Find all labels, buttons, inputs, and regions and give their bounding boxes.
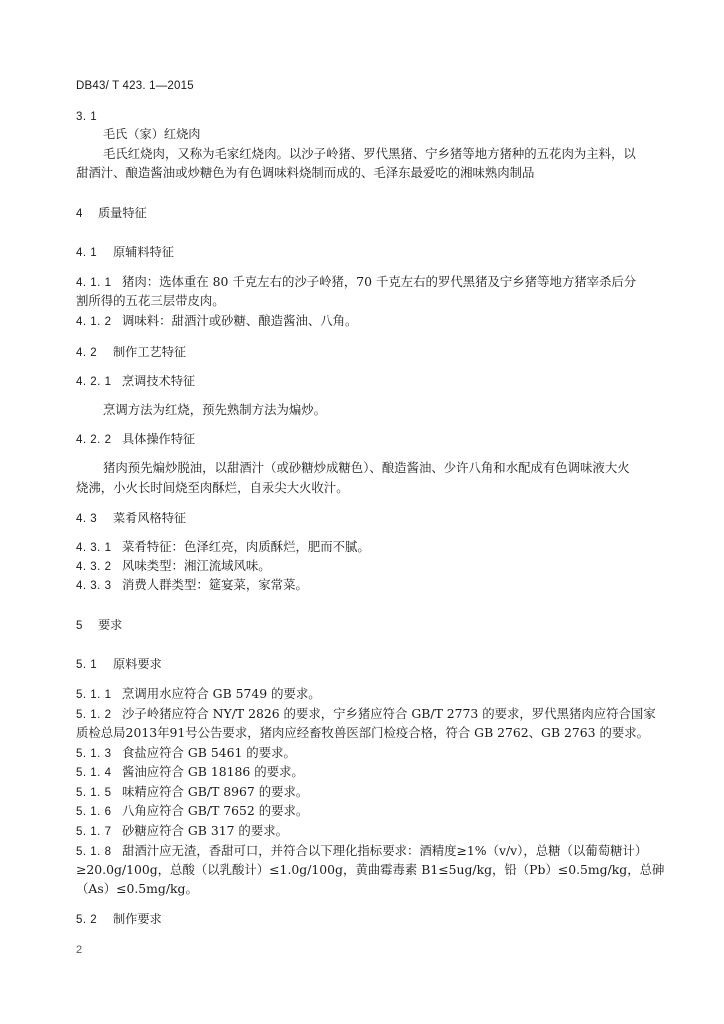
clause-4-3-1: 4. 3. 1 菜肴特征：色泽红亮，肉质酥烂，肥而不腻。	[76, 539, 370, 554]
clause-5-1-5: 5. 1. 5 味精应符合 GB/T 8967 的要求。	[76, 784, 309, 799]
clause-5-1-3: 5. 1. 3 食盐应符合 GB 5461 的要求。	[76, 745, 296, 760]
clause-5-1-4: 5. 1. 4 酱油应符合 GB 18186 的要求。	[76, 764, 304, 779]
clause-4-2-2-text-line2: 烧沸，小火长时间烧至肉酥烂，自汞尖大火收汁。	[76, 480, 349, 495]
clause-5-1-8: 5. 1. 8 甜酒汁应无渣，香甜可口，并符合以下理化指标要求：酒精度≥1%（v/v），总糖（以葡萄糖计）	[76, 843, 648, 858]
clause-5-1-2: 5. 1. 2 沙子岭猪应符合 NY/T 2826 的要求，宁乡猪应符合 GB/T 2773 的要求，罗代黑猪肉应符合国家	[76, 706, 656, 721]
section-4-2-heading: 4. 2 制作工艺特征	[76, 345, 187, 359]
section-4-heading: 4 质量特征	[76, 206, 147, 220]
clause-4-1-2: 4. 1. 2 调味料：甜酒汁或砂糖、酿造酱油、八角。	[76, 313, 358, 328]
section-4-1-heading: 4. 1 原辅料特征	[76, 245, 174, 259]
clause-5-1-1: 5. 1. 1 烹调用水应符合 GB 5749 的要求。	[76, 686, 321, 701]
clause-5-1-8-line3: （As）≤0.5mg/kg。	[76, 881, 198, 896]
section-5-1-heading: 5. 1 原料要求	[76, 657, 162, 671]
clause-5-1-2-line2: 质检总局2013年91号公告要求，猪肉应经畜牧兽医部门检疫合格，符合 GB 2762、GB 2763 的要求。	[76, 725, 650, 740]
clause-5-1-6: 5. 1. 6 八角应符合 GB/T 7652 的要求。	[76, 803, 309, 818]
clause-3-1-definition-line2: 甜酒汁、酿造酱油或炒糖色为有色调味料烧制而成的、毛泽东最爱吃的湘味熟肉制品	[76, 165, 535, 180]
clause-4-1-1-line2: 割所得的五花三层带皮肉。	[76, 293, 225, 308]
clause-5-1-7: 5. 1. 7 砂糖应符合 GB 317 的要求。	[76, 823, 288, 838]
section-5-heading: 5 要求	[76, 618, 123, 632]
clause-5-1-8-line2: ≥20.0g/100g，总酸（以乳酸计）≤1.0g/100g，黄曲霉毒素 B1≤5ug/kg，铅（Pb）≤0.5mg/kg，总砷	[76, 862, 665, 877]
clause-4-3-3: 4. 3. 3 消费人群类型：筵宴菜，家常菜。	[76, 577, 308, 592]
standard-code-header: DB43/ T 423. 1—2015	[76, 80, 194, 92]
clause-4-2-1-text: 烹调方法为红烧，预先熟制方法为煸炒。	[103, 402, 327, 417]
section-4-3-heading: 4. 3 菜肴风格特征	[76, 511, 187, 525]
section-4-2-2-heading: 4. 2. 2 具体操作特征	[76, 432, 196, 446]
clause-4-3-2: 4. 3. 2 风味类型：湘江流域风味。	[76, 558, 271, 573]
clause-4-1-1: 4. 1. 1 猪肉：选体重在 80 千克左右的沙子岭猪，70 千克左右的罗代黑猪及宁乡猪等地方猪宰杀后分	[76, 274, 637, 289]
section-5-2-heading: 5. 2 制作要求	[76, 912, 162, 926]
clause-3-1-number: 3. 1	[76, 111, 98, 123]
page-number: 2	[76, 944, 83, 956]
clause-4-2-2-text-line1: 猪肉预先煸炒脱油，以甜酒汁（或砂糖炒成糖色）、酿造酱油、少许八角和水配成有色调味液大火	[103, 460, 630, 475]
section-4-2-1-heading: 4. 2. 1 烹调技术特征	[76, 374, 196, 388]
clause-3-1-term: 毛氏（家）红烧肉	[103, 127, 201, 141]
clause-3-1-definition-line1: 毛氏红烧肉，又称为毛家红烧肉。以沙子岭猪、罗代黑猪、宁乡猪等地方猪种的五花肉为主料，以	[103, 146, 636, 161]
